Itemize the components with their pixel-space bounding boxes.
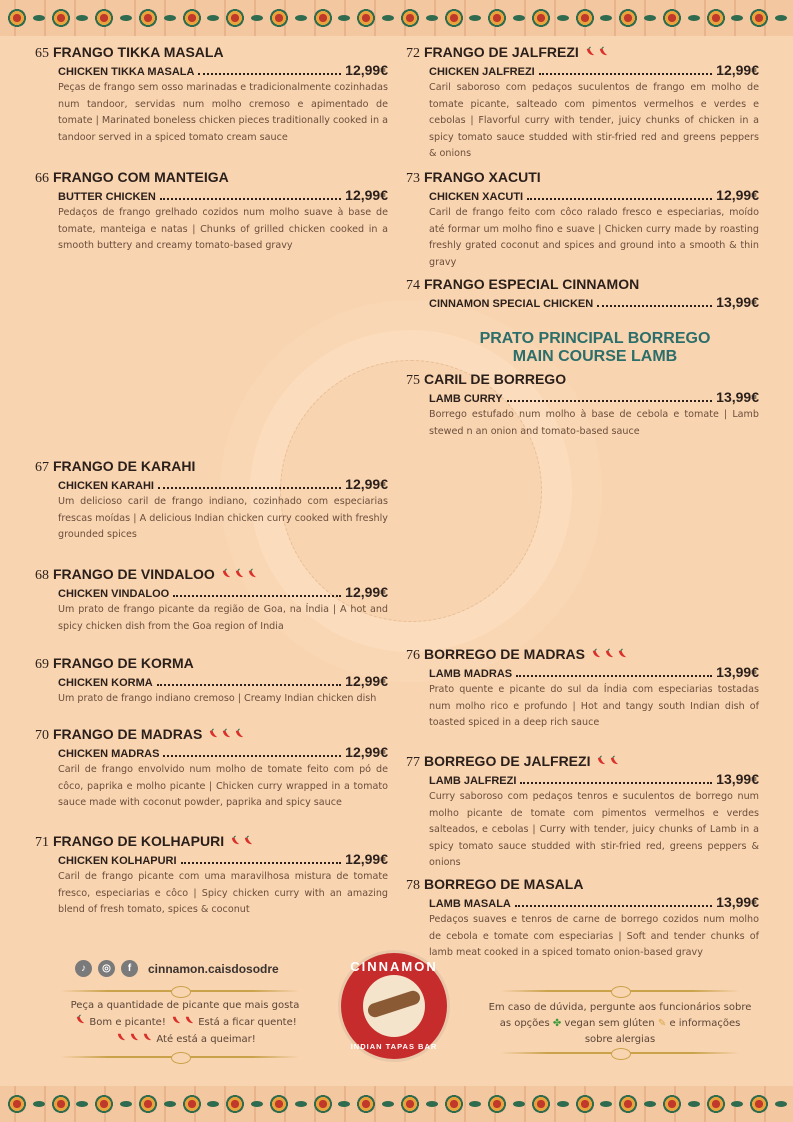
leaf-ornament-icon (382, 15, 394, 21)
logo-title: CINNAMON (350, 959, 438, 974)
item-number: 72 (406, 46, 420, 61)
item-name: BORREGO DE JALFREZI (424, 753, 591, 769)
dot-leader (163, 755, 341, 757)
item-number: 70 (35, 728, 49, 743)
dot-leader (181, 862, 342, 864)
menu-item (35, 726, 388, 812)
leaf-ornament-icon (251, 1101, 263, 1107)
item-description: Caril de frango picante com uma maravilhosa mistura de tomate fresco, especiarias e côco | Spicy chicken curry with an amazing blend of fresh tomato, spices & coconut (58, 871, 388, 915)
dot-leader (160, 198, 341, 200)
item-price: 13,99€ (716, 294, 759, 310)
wheat-icon: ✎ (657, 1018, 667, 1029)
item-price: 13,99€ (716, 894, 759, 910)
social-links (75, 960, 279, 977)
info-note-info: e informações (669, 1018, 741, 1029)
leaf-ornament-icon (251, 15, 263, 21)
menu-item (406, 371, 759, 440)
item-name: FRANGO DE KOLHAPURI (53, 833, 225, 849)
floral-ornament-icon (224, 7, 246, 29)
info-note-gluten: sem glúten (598, 1018, 655, 1029)
leaf-ornament-icon (382, 1101, 394, 1107)
dot-leader (597, 305, 712, 307)
item-price: 12,99€ (345, 744, 388, 760)
floral-ornament-icon (443, 1093, 465, 1115)
item-english-name: BUTTER CHICKEN (58, 191, 156, 203)
item-price: 13,99€ (716, 664, 759, 680)
item-name: FRANGO COM MANTEIGA (53, 169, 229, 185)
chili-icon (171, 1014, 195, 1025)
social-handle[interactable]: cinnamon.caisdosodre (148, 961, 279, 976)
floral-ornament-icon (268, 7, 290, 29)
menu-item (35, 833, 388, 919)
bottom-floral-border (0, 1086, 793, 1122)
chili-icon (75, 1014, 86, 1025)
item-number: 75 (406, 373, 420, 388)
floral-ornament-icon (486, 1093, 508, 1115)
leaf-ornament-icon (469, 1101, 481, 1107)
item-description: Um delicioso caril de frango indiano, cozinhado com especiarias frescas moídas | A delicious Indian chicken curry cooked with freshly grounded spices (58, 496, 388, 540)
floral-ornament-icon (617, 1093, 639, 1115)
divider-right-top (500, 990, 740, 992)
item-description: Caril saboroso com pedaços suculentos de frango em molho de tomate picante, salteado com pimentos vermelhos e verdes e cebolas | Flavorful curry with tender, juicy chunks of chicken in a spicy tomato sauce studded with stir-fried red and greens peppers & onions (429, 82, 759, 159)
item-description: Caril de frango feito com côco ralado fresco e especiarias, moído até formar um molho fino e suave | Chicken curry made by roasting freshly grated coconut and spices and ground into a smooth & thin gravy (429, 207, 759, 268)
dot-leader (516, 675, 712, 677)
item-price: 12,99€ (345, 187, 388, 203)
floral-ornament-icon (355, 7, 377, 29)
item-english-name: CHICKEN KORMA (58, 677, 153, 689)
item-number: 77 (406, 755, 420, 770)
item-name: BORREGO DE MADRAS (424, 646, 586, 662)
item-price: 12,99€ (345, 673, 388, 689)
item-english-name: LAMB JALFREZI (429, 775, 517, 787)
divider-left-bottom (60, 1056, 300, 1058)
dot-leader (515, 905, 712, 907)
leaf-ornament-icon (33, 1101, 45, 1107)
leaf-ornament-icon (120, 15, 132, 21)
menu-item (406, 753, 759, 872)
info-note-line1: Em caso de dúvida, pergunte aos funcionários sobre (488, 1002, 752, 1013)
item-price: 12,99€ (716, 62, 759, 78)
floral-ornament-icon (355, 1093, 377, 1115)
floral-ornament-icon (574, 1093, 596, 1115)
chili-icon (116, 1031, 153, 1042)
item-number: 65 (35, 46, 49, 61)
item-name: FRANGO DE VINDALOO (53, 566, 215, 582)
item-description: Caril de frango envolvido num molho de tomate feito com pó de côco, paprika e molho picante | Chicken curry wrapped in a tomato sauce made with coconut powder, paprika and spicy sauce (58, 764, 388, 808)
leaf-ornament-icon (164, 15, 176, 21)
item-description: Um prato de frango picante da região de Goa, na Índia | A hot and spicy chicken dish from the Goa region of India (58, 604, 388, 632)
top-floral-border (0, 0, 793, 36)
chili-icon (208, 728, 245, 739)
menu-item (406, 169, 759, 271)
section-title-lamb (430, 330, 760, 366)
item-name: FRANGO DE JALFREZI (424, 44, 579, 60)
leaf-ornament-icon (557, 15, 569, 21)
section-title-pt: PRATO PRINCIPAL BORREGO (479, 330, 711, 347)
menu-item (35, 44, 388, 146)
leaf-ornament-icon (600, 15, 612, 21)
floral-ornament-icon (50, 7, 72, 29)
cinnamon-logo (338, 950, 450, 1062)
floral-ornament-icon (137, 7, 159, 29)
item-name: CARIL DE BORREGO (424, 371, 567, 387)
item-name: FRANGO DE MADRAS (53, 726, 203, 742)
item-english-name: CHICKEN XACUTI (429, 191, 524, 203)
logo-subtitle: INDIAN TAPAS BAR (350, 1042, 438, 1051)
leaf-ornament-icon (644, 15, 656, 21)
floral-ornament-icon (530, 7, 552, 29)
item-english-name: LAMB MADRAS (429, 668, 513, 680)
leaf-ornament-icon (295, 1101, 307, 1107)
leaf-ornament-icon (76, 15, 88, 21)
section-title-en: MAIN COURSE LAMB (512, 348, 678, 365)
dot-leader (539, 73, 712, 75)
floral-ornament-icon (661, 7, 683, 29)
item-name: FRANGO TIKKA MASALA (53, 44, 224, 60)
item-price: 13,99€ (716, 389, 759, 405)
dot-leader (507, 400, 713, 402)
leaf-ornament-icon (338, 15, 350, 21)
dot-leader (527, 198, 712, 200)
clover-icon: ✤ (552, 1018, 562, 1029)
dot-leader (173, 595, 341, 597)
leaf-ornament-icon (120, 1101, 132, 1107)
leaf-ornament-icon (731, 1101, 743, 1107)
menu-item (35, 566, 388, 635)
floral-ornament-icon (312, 1093, 334, 1115)
item-english-name: CINNAMON SPECIAL CHICKEN (429, 298, 594, 310)
item-description: Borrego estufado num molho à base de cebola e tomate | Lamb stewed n an onion and tomato-based sauce (429, 409, 759, 437)
item-number: 69 (35, 657, 49, 672)
facebook-icon[interactable]: f (121, 960, 138, 977)
item-price: 12,99€ (345, 584, 388, 600)
floral-ornament-icon (6, 7, 28, 29)
leaf-ornament-icon (513, 15, 525, 21)
floral-ornament-icon (181, 7, 203, 29)
spice-note-line1: Peça a quantidade de picante que mais gosta (70, 1000, 300, 1011)
leaf-ornament-icon (469, 15, 481, 21)
floral-ornament-icon (748, 1093, 770, 1115)
item-english-name: LAMB MASALA (429, 898, 511, 910)
item-description: Peças de frango sem osso marinadas e tradicionalmente cozinhadas num tandoor, servidas num molho cremoso e apimentado de tomate | Marinated boneless chicken pieces traditionally cooked in a tandoor served in a spiced tomato cream sauce (58, 82, 388, 143)
floral-ornament-icon (93, 7, 115, 29)
menu-item (406, 876, 759, 962)
item-name: FRANGO DE KARAHI (53, 458, 196, 474)
item-number: 76 (406, 648, 420, 663)
floral-ornament-icon (530, 1093, 552, 1115)
item-number: 68 (35, 568, 49, 583)
instagram-icon[interactable]: ◎ (98, 960, 115, 977)
leaf-ornament-icon (426, 1101, 438, 1107)
floral-ornament-icon (705, 1093, 727, 1115)
leaf-ornament-icon (76, 1101, 88, 1107)
floral-ornament-icon (748, 7, 770, 29)
item-english-name: CHICKEN VINDALOO (58, 588, 170, 600)
spice-level-3: Até está a queimar! (156, 1034, 256, 1045)
dot-leader (158, 487, 341, 489)
floral-ornament-icon (661, 1093, 683, 1115)
floral-ornament-icon (6, 1093, 28, 1115)
item-name: FRANGO XACUTI (424, 169, 541, 185)
item-english-name: CHICKEN MADRAS (58, 748, 160, 760)
item-english-name: CHICKEN KOLHAPURI (58, 855, 177, 867)
chili-icon (230, 835, 254, 846)
dot-leader (157, 684, 341, 686)
floral-ornament-icon (705, 7, 727, 29)
leaf-ornament-icon (207, 15, 219, 21)
floral-ornament-icon (137, 1093, 159, 1115)
item-price: 12,99€ (345, 476, 388, 492)
item-english-name: LAMB CURRY (429, 393, 503, 405)
menu-item (406, 646, 759, 732)
floral-ornament-icon (268, 1093, 290, 1115)
item-number: 78 (406, 878, 420, 893)
dot-leader (198, 73, 341, 75)
menu-item (35, 169, 388, 255)
info-note-line3: sobre alergias (584, 1034, 656, 1045)
leaf-ornament-icon (33, 15, 45, 21)
floral-ornament-icon (486, 7, 508, 29)
divider-right-bottom (500, 1052, 740, 1054)
floral-ornament-icon (224, 1093, 246, 1115)
info-note (470, 1000, 770, 1048)
floral-ornament-icon (617, 7, 639, 29)
item-english-name: CHICKEN TIKKA MASALA (58, 66, 195, 78)
item-number: 67 (35, 460, 49, 475)
floral-ornament-icon (399, 1093, 421, 1115)
spice-level-2: Está a ficar quente! (198, 1017, 297, 1028)
menu-item (406, 276, 759, 312)
item-name: BORREGO DE MASALA (424, 876, 584, 892)
item-price: 12,99€ (716, 187, 759, 203)
chili-icon (585, 46, 609, 57)
menu-item (406, 44, 759, 163)
leaf-ornament-icon (688, 1101, 700, 1107)
chili-icon (221, 568, 258, 579)
spice-note (50, 998, 320, 1048)
leaf-ornament-icon (207, 1101, 219, 1107)
leaf-ornament-icon (557, 1101, 569, 1107)
floral-ornament-icon (312, 7, 334, 29)
floral-ornament-icon (50, 1093, 72, 1115)
tiktok-icon[interactable]: ♪ (75, 960, 92, 977)
leaf-ornament-icon (600, 1101, 612, 1107)
item-price: 12,99€ (345, 851, 388, 867)
item-description: Pedaços de frango grelhado cozidos num molho suave à base de tomate, manteiga e natas | Chunks of grilled chicken cooked in a smooth buttery and creamy tomato-based gravy (58, 207, 388, 251)
item-number: 74 (406, 278, 420, 293)
info-note-options: as opções (499, 1018, 550, 1029)
item-name: FRANGO DE KORMA (53, 655, 194, 671)
leaf-ornament-icon (295, 15, 307, 21)
leaf-ornament-icon (164, 1101, 176, 1107)
item-number: 73 (406, 171, 420, 186)
dot-leader (520, 782, 712, 784)
item-name: FRANGO ESPECIAL CINNAMON (424, 276, 640, 292)
floral-ornament-icon (93, 1093, 115, 1115)
leaf-ornament-icon (338, 1101, 350, 1107)
item-description: Curry saboroso com pedaços tenros e suculentos de borrego num molho picante de tomate com pimentos vermelhos e verdes salteados, e cebolas | Curry with tender, juicy chunks of Lamb in a spicy tomato sauce studded with stir-fried red, greens peppers & onions (429, 791, 759, 868)
floral-ornament-icon (574, 7, 596, 29)
item-price: 12,99€ (345, 62, 388, 78)
item-english-name: CHICKEN JALFREZI (429, 66, 535, 78)
divider-left-top (60, 990, 300, 992)
menu-item (35, 458, 388, 544)
floral-ornament-icon (399, 7, 421, 29)
leaf-ornament-icon (426, 15, 438, 21)
info-note-vegan: vegan (564, 1018, 596, 1029)
leaf-ornament-icon (775, 15, 787, 21)
leaf-ornament-icon (775, 1101, 787, 1107)
item-description: Um prato de frango indiano cremoso | Creamy Indian chicken dish (58, 693, 377, 704)
spice-level-1: Bom e picante! (89, 1017, 166, 1028)
floral-ornament-icon (181, 1093, 203, 1115)
leaf-ornament-icon (688, 15, 700, 21)
chili-icon (591, 648, 628, 659)
item-english-name: CHICKEN KARAHI (58, 480, 154, 492)
item-price: 13,99€ (716, 771, 759, 787)
leaf-ornament-icon (513, 1101, 525, 1107)
menu-item (35, 655, 388, 708)
item-number: 66 (35, 171, 49, 186)
leaf-ornament-icon (731, 15, 743, 21)
leaf-ornament-icon (644, 1101, 656, 1107)
chili-icon (596, 755, 620, 766)
item-number: 71 (35, 835, 49, 850)
item-description: Prato quente e picante do sul da Índia com especiarias tostadas num molho rico e profundo | Hot and tangy south Indian dish of toasted spiced in a deep rich sauce (429, 684, 759, 728)
item-description: Pedaços suaves e tenros de carne de borrego cozidos num molho de cebola e tomate com especiarias | Soft and tender chunks of lamb meat cooked in a spiced tomato onion-based gravy (429, 914, 759, 958)
floral-ornament-icon (443, 7, 465, 29)
